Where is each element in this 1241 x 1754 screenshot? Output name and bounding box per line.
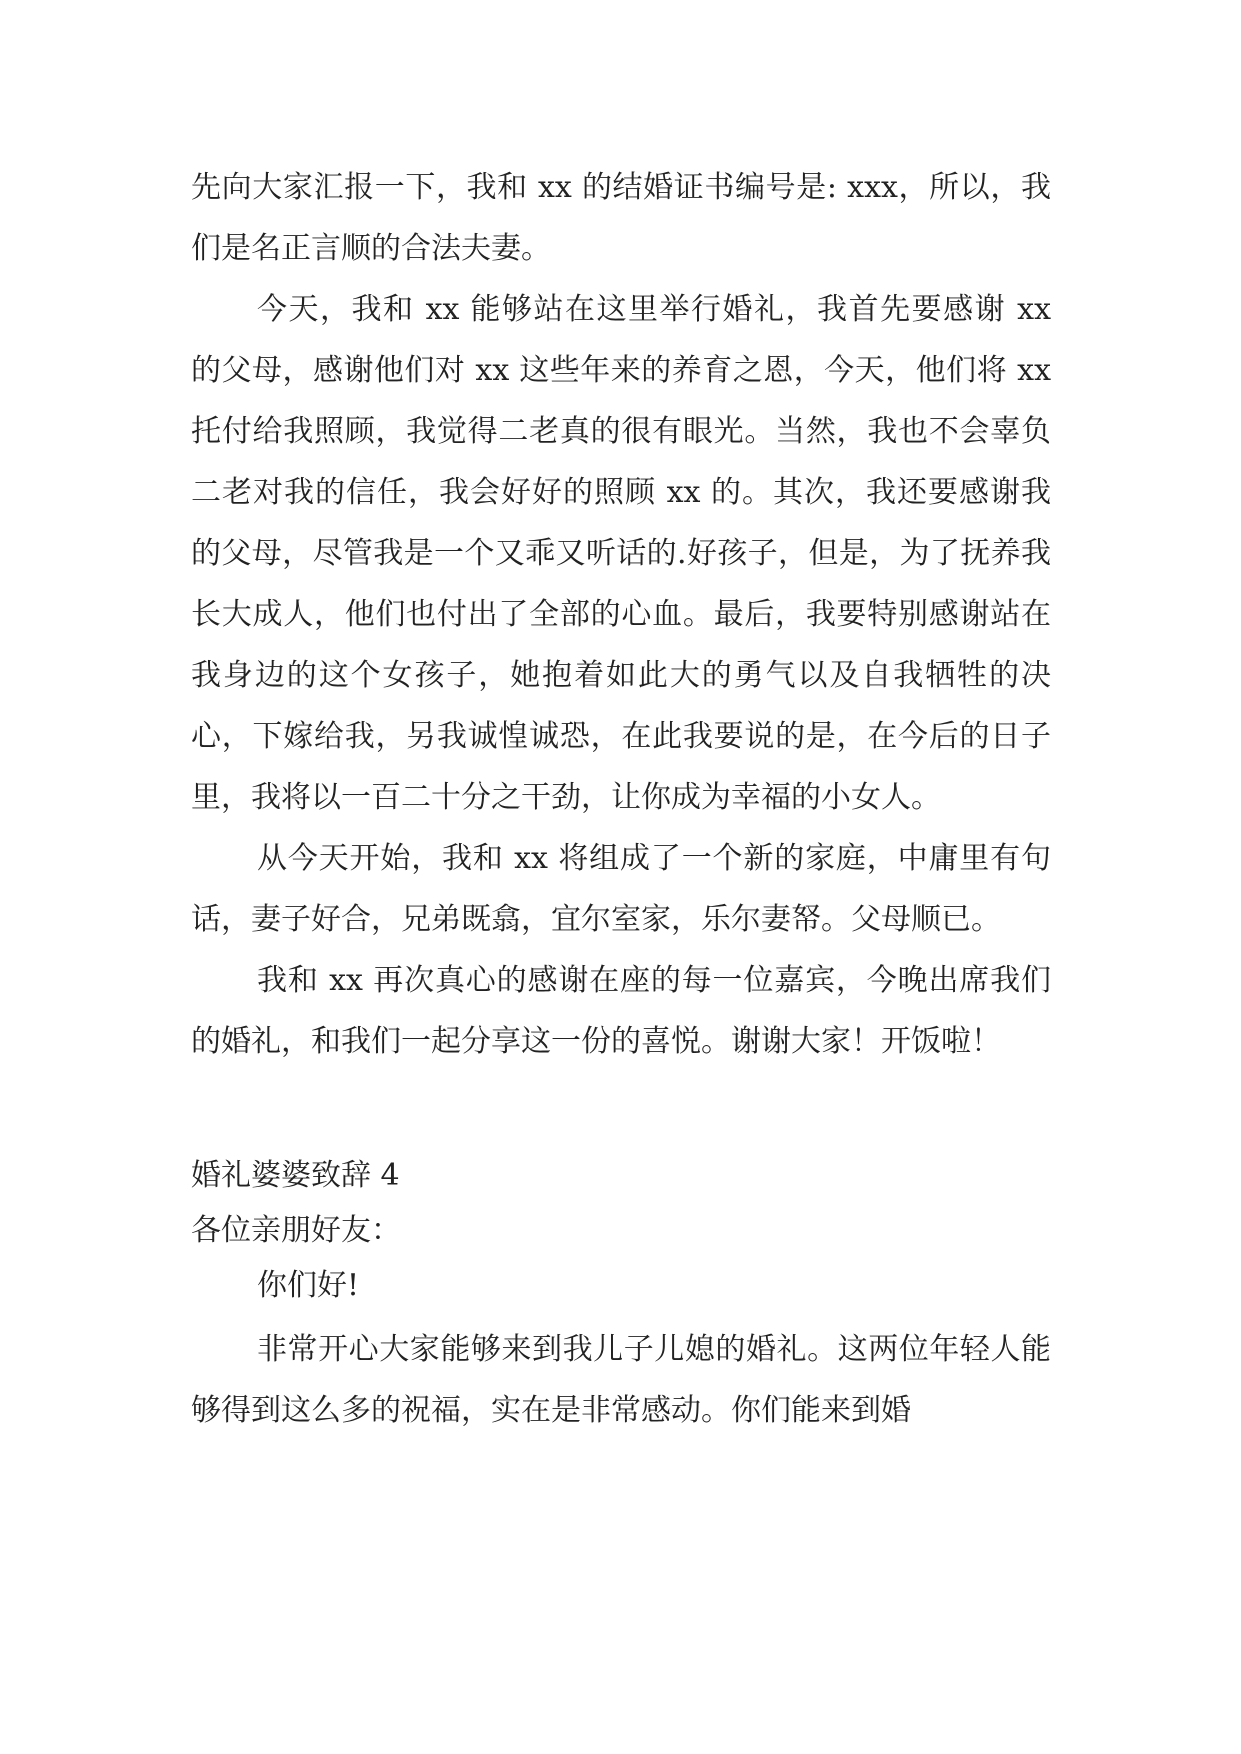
section-title: 婚礼婆婆致辞 4: [191, 1158, 400, 1193]
greeting: 你们好!: [257, 1268, 360, 1303]
salutation: 各位亲朋好友：: [191, 1213, 401, 1248]
paragraph-marriage-certificate: 先向大家汇报一下，我和 xx 的结婚证书编号是: xxx，所以，我们是名正言顺的合法夫妻。: [191, 170, 1051, 266]
paragraph-thanks-guests: 我和 xx 再次真心的感谢在座的每一位嘉宾，今晚出席我们的婚礼，和我们一起分享这一份的喜悦。谢谢大家！开饭啦！: [191, 963, 1051, 1059]
paragraph-mother-in-law-speech: 非常开心大家能够来到我儿子儿媳的婚礼。这两位年轻人能够得到这么多的祝福，实在是非常感动。你们能来到婚: [191, 1332, 1051, 1428]
document-page: [191, 0, 1051, 1441]
paragraph-new-family: 从今天开始，我和 xx 将组成了一个新的家庭，中庸里有句话，妻子好合，兄弟既翕，宜尔室家，乐尔妻帑。父母顺已。: [191, 841, 1051, 937]
paragraph-thanks-parents: 今天，我和 xx 能够站在这里举行婚礼，我首先要感谢 xx 的父母，感谢他们对 xx 这些年来的养育之恩，今天，他们将 xx 托付给我照顾，我觉得二老真的很有眼光。当然，我也不会辜负二老对我的信任，我会好好的照顾 xx 的。其次，我还要感谢我的父母，尽管我是一个又乖又听话的.好孩子，但是，为了抚养我长大成人，他们也付出了全部的心血。最后，我要特别感谢站在我身边的这个女孩子，她抱着如此大的勇气以及自我牺牲的决心，下嫁给我，另我诚惶诚恐，在此我要说的是，在今后的日子里，我将以一百二十分之干劲，让你成为幸福的小女人。: [191, 292, 1051, 815]
